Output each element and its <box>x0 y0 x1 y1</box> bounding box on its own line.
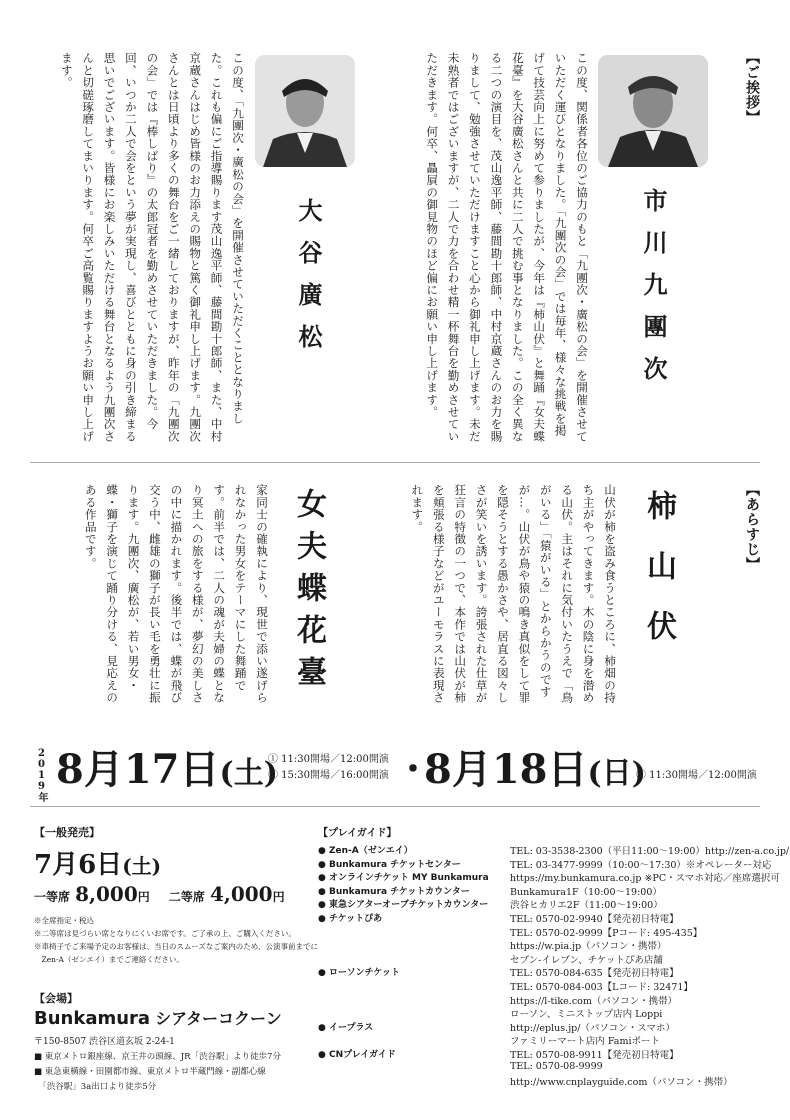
seat1-label: 一等席 <box>34 890 71 904</box>
seat1-yen: 円 <box>137 890 150 904</box>
venue-label: 【会場】 <box>34 992 78 1005</box>
seat2-label: 二等席 <box>168 890 205 904</box>
guide-row-value: TEL: 0570-08-9911【発売初日特電】 <box>510 1050 679 1061</box>
guide-label: 【プレイガイド】 <box>318 828 397 839</box>
guide-row-value[interactable]: TEL: 03-3538-2300（平日11:00〜19:00）http://zen-a.co.jp/ <box>510 846 790 857</box>
guide-row-name: ● ローソンチケット <box>318 968 400 979</box>
guide-row-name: ● Bunkamura チケットセンター <box>318 859 461 870</box>
date-2-time-1: ① 11:30開場／12:00開演 <box>636 770 757 781</box>
sales-note-1: ※全席指定・税込 <box>34 916 94 925</box>
seat2-yen: 円 <box>272 890 285 904</box>
sales-note-2: ※二等席は見づらい席となりにくいお席です。ご了承の上、ご購入ください。 <box>34 929 296 938</box>
synopsis-label: 【あらすじ】 <box>744 482 760 572</box>
date-2-dow: (日) <box>587 756 646 791</box>
sales-note-4: Zen-A（ゼンエイ）までご連絡ください。 <box>34 955 184 964</box>
portrait-icon <box>598 55 708 167</box>
venue-address: 〒150-8507 渋谷区道玄坂 2-24-1 <box>34 1037 175 1047</box>
otani-name: 大谷廣松 <box>294 198 323 366</box>
guide-row-name: ● イープラス <box>318 1022 374 1033</box>
ichikawa-name: 市川九團次 <box>639 188 668 398</box>
seat2-price: 4,000 <box>209 882 273 906</box>
sales-date <box>34 844 161 881</box>
date-2 <box>424 738 646 795</box>
guide-row-value: TEL: 0570-084-635【発売初日特電】 <box>510 968 679 980</box>
kakiyamabushi-text: 山伏が柿を盗み食うところに、柿畑の持ち主がやってきます。木の陰に身を潜める山伏。主はそれに気付いたうえで「鳥がいる」「猿がいる」とからかうのですが…。山伏が鳥や猿の鳴き真似をして罪を隠そうとする愚かさや、居直る図々しさが笑いを誘います。誇張された仕草が狂言の特徴の一つで、本作では山伏が柿を頬張る様子などがユーモラスに表現されます。 <box>410 484 617 704</box>
guide-row-name: ● Zen-A（ゼンエイ） <box>318 846 413 856</box>
guide-row-value: TEL: 0570-02-9940【発売初日特電】 <box>510 914 679 925</box>
ichikawa-greeting-text: この度、関係者各位のご協力のもと「九團次・廣松の会」を開催させていただく運びとなりました。「九團次の会」では毎年、様々な挑戦を掲げて技芸向上に努めて参りましたが、今年は『柿山伏』と舞踊『女夫蝶花臺』を大谷廣松さんと共に二人で挑む事となりました。この全く異なる二つの演目を、茂山逸平師、藤間勘十郎師、中村京蔵さんのお力を賜りまして、勉強させていただけますこと心から御礼申し上げます。未だ未熟者ではございますが、二人で力を合わせ精一杯舞台を勤めさせていただきます。何卒、贔屓の御見物のほど偏にお願い申し上げます。 <box>425 52 589 443</box>
sales-notes <box>34 914 318 966</box>
venue-name-jp: シアターコクーン <box>155 1009 282 1028</box>
guide-row-value: ファミリーマート店内 Famiポート <box>510 1036 660 1048</box>
guide-row-name: ● オンラインチケット MY Bunkamura <box>318 873 489 884</box>
date-1 <box>56 738 278 795</box>
date-1-dow: (土) <box>219 756 278 791</box>
guide-row-value: Bunkamura1F（10:00〜19:00） <box>510 886 662 898</box>
date-2-value: 8月18日 <box>424 746 588 793</box>
guide-row-value: TEL: 0570-08-9999 <box>510 1060 603 1072</box>
guide-row-value[interactable]: https://my.bunkamura.co.jp ※PC・スマホ対応／座席選択可 <box>510 873 780 885</box>
sales-date-dow: (土) <box>122 854 162 878</box>
seat1-price: 8,000 <box>75 882 138 906</box>
guide-row-name: ● チケットぴあ <box>318 914 383 924</box>
section-divider <box>30 462 760 463</box>
access-line-3: 「渋谷駅」3a出口より徒歩5分 <box>34 1082 157 1092</box>
venue-name-latin: Bunkamura <box>34 1008 151 1029</box>
guide-row-name: ● CNプレイガイド <box>318 1050 396 1060</box>
otani-greeting-text: この度、「九團次・廣松の会」を開催させていただくこととなりました。これも偏にご指導賜ります茂山逸平師、藤間勘十郎師、また、中村京蔵さんはじめ皆様のお力添えの賜物と篤く御礼申し上げます。九團次さんとは日頃より多くの舞台をご一緒しておりますが、昨年の「九團次の会」では『棒しばり』の太郎冠者を勤めさせていただきました。今回、いつか二人で会をという夢が実現し、喜びとともに身の引き締まる思いでございます。皆様にお楽しみいただける舞台となるよう九團次さんと切磋琢磨してまいります。何卒ご高覧賜りますようお願い申し上げます。 <box>59 52 245 443</box>
meoto-title: 女夫蝶花臺 <box>291 488 326 698</box>
guide-row-value[interactable]: http://eplus.jp/（パソコン・スマホ） <box>510 1022 676 1034</box>
meoto-text: 家同士の確執により、現世で添い遂げられなかった男女をテーマにした舞踊です。前半では、二人の魂が夫婦の蝶となり冥土への旅をする様が、夢幻の美しさの中に描かれます。後半では、蝶が飛び交う中、雌雄の獅子が長い毛を勇壮に振ります。九團次、廣松が、若い男女・蝶・獅子を演じて踊り分ける、見応えのある作品です。 <box>83 484 269 704</box>
otani-photo <box>255 55 355 167</box>
access-line-1: ■ 東京メトロ銀座線、京王井の頭線、JR「渋谷駅」より徒歩7分 <box>34 1052 281 1062</box>
sales-label: 【一般発売】 <box>34 826 100 839</box>
date-1-value: 8月17日 <box>56 746 220 793</box>
portrait-icon <box>255 55 355 167</box>
venue-access <box>34 1050 281 1095</box>
guide-row-name: ● Bunkamura チケットカウンター <box>318 886 470 897</box>
guide-row-value: ローソン、ミニストップ店内 Loppi <box>510 1009 663 1021</box>
guide-row-value[interactable]: https://w.pia.jp（パソコン・携帯） <box>510 941 667 953</box>
guide-row-value[interactable]: http://www.cnplayguide.com（パソコン・携帯） <box>510 1077 733 1089</box>
guide-row-name: ● 東急シアターオーブチケットカウンター <box>318 900 489 911</box>
date-1-time-1: ① 11:30開場／12:00開演 <box>268 754 389 765</box>
greeting-label: 【ご挨拶】 <box>744 50 760 125</box>
ichikawa-photo <box>598 55 708 167</box>
date-separator: ・ <box>396 750 430 790</box>
kakiyamabushi-title: 柿山伏 <box>641 490 676 670</box>
guide-row-value[interactable]: https://l-tike.com（パソコン・携帯） <box>510 995 678 1007</box>
sales-date-value: 7月6日 <box>34 850 123 880</box>
guide-row-value: TEL: 0570-02-9999【Pコード: 495-435】 <box>510 927 703 939</box>
guide-row-value: TEL: 0570-084-003【Lコード: 32471】 <box>510 982 693 993</box>
dates-divider <box>30 806 760 807</box>
venue-name <box>34 1006 282 1029</box>
date-1-times <box>268 752 389 784</box>
guide-row-value: セブン-イレブン、チケットぴあ店舗 <box>510 954 663 966</box>
date-1-time-2: ② 15:30開場／16:00開演 <box>268 770 389 781</box>
guide-row-value: 渋谷ヒカリエ2F（11:00〜19:00） <box>510 900 663 912</box>
year-label: 2019年 <box>36 748 47 802</box>
seat-prices <box>34 882 285 906</box>
guide-row-value: TEL: 03-3477-9999（10:00〜17:30）※オペレーター対応 <box>510 859 772 871</box>
access-line-2: ■ 東急東横線・田園都市線、東京メトロ半蔵門線・副都心線 <box>34 1067 266 1077</box>
sales-note-3: ※車椅子でご来場予定のお客様は、当日のスムーズなご案内のため、公演事前までに <box>34 942 318 951</box>
